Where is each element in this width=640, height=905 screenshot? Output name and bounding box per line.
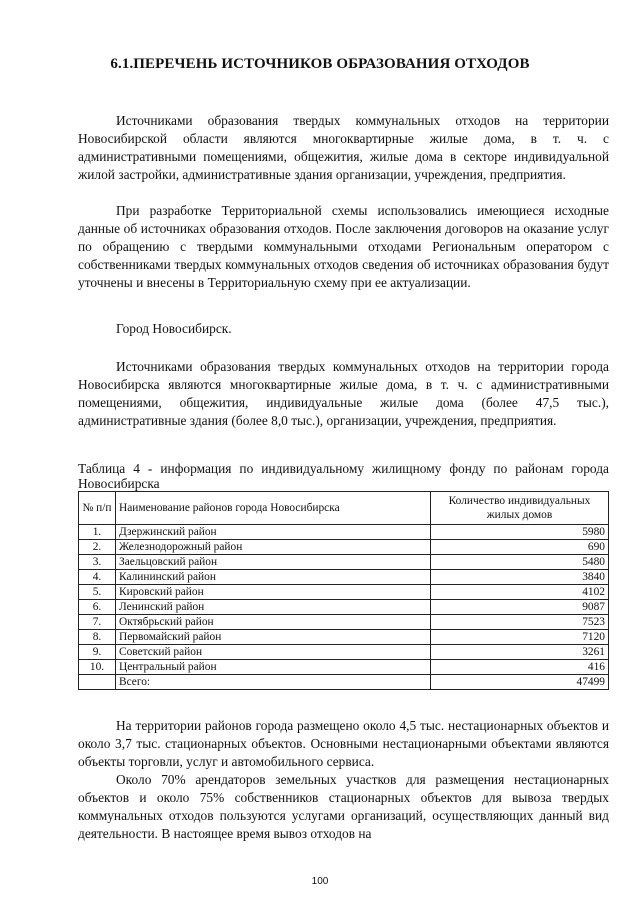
paragraph-territorial-scheme: При разработке Территориальной схемы использовались имеющиеся исходные данные об источниках образования отходов. После заключения договоров на оказание услуг по обращению с твердыми коммунальными отходами Региональным оператором с собственниками твердых коммунальных отходов сведения об источниках образования будут уточнены и внесены в Территориальную схему при ее актуализации. [78,203,609,290]
row-number: 6. [79,600,116,615]
row-number: 8. [79,630,116,645]
table-total-row [79,675,609,690]
row-count: 5980 [431,525,609,540]
row-count: 3261 [431,645,609,660]
row-district: Советский район [116,645,431,660]
table-row [79,570,609,585]
table-row [79,600,609,615]
paragraph-city-title: Город Новосибирск. [116,321,232,336]
districts-table [78,491,609,690]
row-count: 7120 [431,630,609,645]
row-district: Ленинский район [116,600,431,615]
total-number [79,675,116,690]
table-header-row [79,492,609,525]
row-district: Железнодорожный район [116,540,431,555]
total-count: 47499 [431,675,609,690]
header-house-count: Количество индивидуальных жилых домов [431,492,609,525]
table-row [79,630,609,645]
table-row [79,585,609,600]
row-number: 10. [79,660,116,675]
table-row [79,660,609,675]
row-district: Кировский район [116,585,431,600]
row-count: 4102 [431,585,609,600]
row-district: Первомайский район [116,630,431,645]
paragraph-tenants: Около 70% арендаторов земельных участков для размещения нестационарных объектов и около 75% собственников стационарных объектов для вывоза твердых коммунальных отходов пользуются услугами организаций, осуществляющих данный вид деятельности. В настоящее время вывоз отходов на [78,772,609,841]
row-count: 7523 [431,615,609,630]
row-number: 7. [79,615,116,630]
row-district: Центральный район [116,660,431,675]
row-count: 5480 [431,555,609,570]
row-district: Октябрьский район [116,615,431,630]
row-number: 1. [79,525,116,540]
row-district: Калининский район [116,570,431,585]
section-heading: 6.1.ПЕРЕЧЕНЬ ИСТОЧНИКОВ ОБРАЗОВАНИЯ ОТХОДОВ [110,56,530,72]
row-number: 4. [79,570,116,585]
row-number: 2. [79,540,116,555]
total-label: Всего: [116,675,431,690]
table-row [79,525,609,540]
row-district: Дзержинский район [116,525,431,540]
table-row [79,615,609,630]
table-row [79,555,609,570]
row-count: 690 [431,540,609,555]
header-district-name: Наименование районов города Новосибирска [116,492,431,525]
row-count: 416 [431,660,609,675]
row-count: 3840 [431,570,609,585]
header-number: № п/п [79,492,116,525]
row-district: Заельцовский район [116,555,431,570]
paragraph-sources-city: Источниками образования твердых коммунальных отходов на территории города Новосибирска являются многоквартирные жилые дома, в т. ч. с административными помещениями, общежития, индивидуальные жилые дома (более 47,5 тыс.), административные здания (более 8,0 тыс.), организации, учреждения, предприятия. [78,359,609,428]
row-number: 3. [79,555,116,570]
table-row [79,540,609,555]
table-caption: Таблица 4 - информация по индивидуальному жилищному фонду по районам города Новосибирска [78,461,609,491]
table-row [79,645,609,660]
page-number: 100 [311,876,329,887]
row-number: 9. [79,645,116,660]
paragraph-objects: На территории районов города размещено около 4,5 тыс. нестационарных объектов и около 3,7 тыс. стационарных объектов. Основными нестационарными объектами являются объекты торговли, услуг и автомобильного сервиса. [78,718,609,769]
paragraph-sources-region: Источниками образования твердых коммунальных отходов на территории Новосибирской области являются многоквартирные жилые дома, в т. ч. с административными помещениями, общежития, жилые дома в секторе индивидуальной жилой застройки, административные здания организации, учреждения, предприятия. [78,113,609,182]
row-number: 5. [79,585,116,600]
row-count: 9087 [431,600,609,615]
